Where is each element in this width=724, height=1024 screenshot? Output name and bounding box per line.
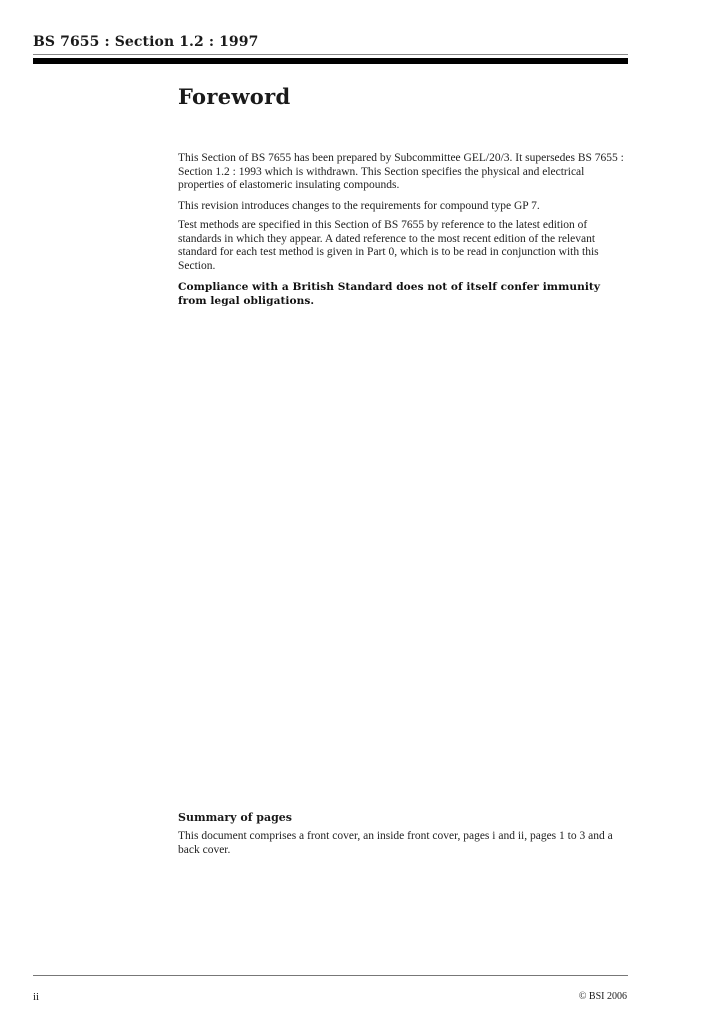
footer-rule <box>33 975 628 976</box>
compliance-statement: Compliance with a British Standard does not of itself confer immunity from legal obligations. <box>178 281 601 307</box>
header-thick-rule <box>33 58 628 64</box>
running-head: BS 7655 : Section 1.2 : 1997 <box>33 34 259 50</box>
summary-text: This document comprises a front cover, an inside front cover, pages i and ii, pages 1 to 3 and a back cover. <box>178 830 613 856</box>
copyright-notice: © BSI 2006 <box>578 991 627 1002</box>
foreword-paragraph-3: Test methods are specified in this Section of BS 7655 by reference to the latest edition of standards in which they appear. A dated reference to the most recent edition of the relevant standard for each test method is given in Part 0, which is to be read in conjunction with this Section. <box>178 219 599 272</box>
page-title: Foreword <box>178 84 291 109</box>
page-number: ii <box>33 991 40 1003</box>
header-thin-rule <box>33 54 628 55</box>
foreword-paragraph-1: This Section of BS 7655 has been prepared by Subcommittee GEL/20/3. It supersedes BS 7655 : Section 1.2 : 1993 which is withdrawn. This Section specifies the physical and electrical properties of elastomeric insulating compounds. <box>178 152 624 191</box>
foreword-paragraph-2: This revision introduces changes to the requirements for compound type GP 7. <box>178 200 540 212</box>
summary-heading: Summary of pages <box>178 811 292 824</box>
